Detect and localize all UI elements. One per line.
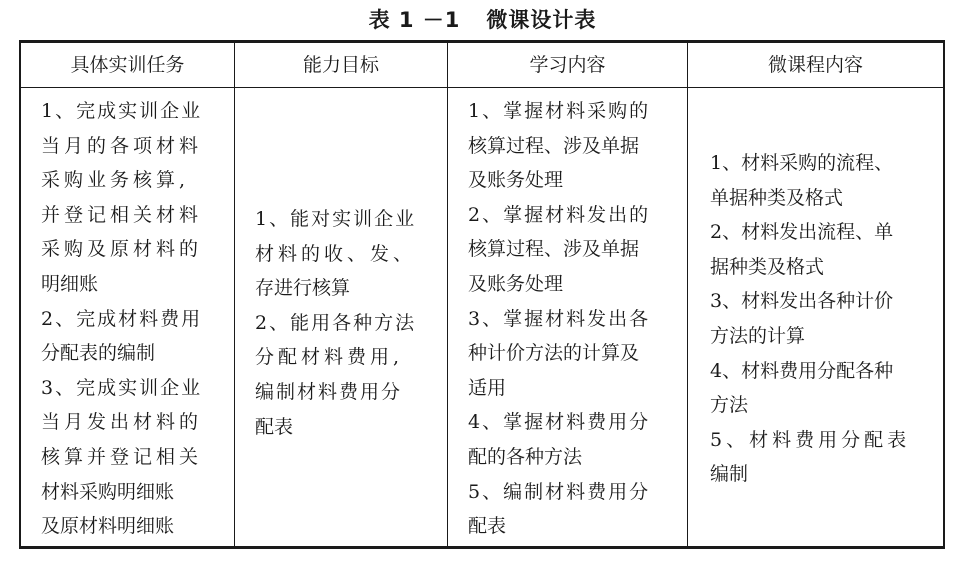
cell-line: 编制材料费用分: [255, 380, 403, 403]
cell-line: 2、完成材料费用: [41, 307, 203, 330]
cell-line: 及账务处理: [468, 272, 564, 295]
cell-line: 采购及原材料的: [41, 238, 203, 261]
cell-line: 当月的各项材料: [41, 134, 203, 157]
header-learning-content: 学习内容: [448, 43, 687, 88]
cell-line: 3、完成实训企业: [41, 376, 203, 399]
cell-line: 据种类及格式: [710, 255, 825, 278]
cell-line: 及账务处理: [468, 169, 564, 192]
cell-line: 方法: [710, 394, 749, 417]
cell-line: 材料采购明细账: [41, 480, 175, 503]
cell-line: 存进行核算: [255, 277, 351, 300]
cell-line: 种计价方法的计算及: [468, 342, 640, 365]
cell-line: 3、材料发出各种计价: [710, 290, 894, 313]
cell-line: 1、完成实训企业: [41, 100, 203, 122]
header-ability-goals: 能力目标: [235, 43, 447, 88]
cell-line: 1、材料采购的流程、: [710, 152, 894, 174]
cell-line: 4、掌握材料费用分: [468, 411, 651, 434]
header-micro-course-content: 微课程内容: [688, 43, 943, 88]
cell-line: 及原材料明细账: [41, 515, 175, 538]
cell-line: 并登记相关材料: [41, 203, 203, 226]
column-learning-content: [448, 43, 688, 546]
cell-line: 5、材料费用分配表: [710, 428, 911, 451]
header-training-tasks: 具体实训任务: [21, 43, 234, 88]
cell-line: 1、能对实训企业: [255, 208, 417, 230]
cell-line: 分配表的编制: [41, 342, 156, 365]
column-ability-goals: [235, 43, 448, 546]
cell-ability-goals: [235, 88, 447, 546]
column-micro-course-content: [688, 43, 943, 546]
table-caption: [0, 2, 965, 38]
cell-learning-content: [448, 88, 687, 546]
cell-line: 4、材料费用分配各种: [710, 359, 894, 382]
cell-line: 配表: [255, 415, 294, 438]
table-number: 表 1 －1: [368, 8, 461, 32]
cell-line: 方法的计算: [710, 324, 806, 347]
column-training-tasks: [21, 43, 235, 546]
table-title: 微课设计表: [486, 8, 597, 32]
cell-line: 核算过程、涉及单据: [468, 238, 640, 261]
cell-line: 核算过程、涉及单据: [468, 134, 640, 157]
micro-course-design-table: [19, 40, 945, 549]
cell-line: 核算并登记相关: [41, 445, 203, 468]
cell-micro-course-content: [688, 88, 943, 546]
cell-line: 配的各种方法: [468, 445, 583, 468]
cell-training-tasks: [21, 88, 234, 546]
cell-line: 编制: [710, 463, 749, 486]
cell-line: 2、掌握材料发出的: [468, 203, 651, 226]
cell-line: 2、能用各种方法: [255, 311, 417, 334]
cell-line: 1、掌握材料采购的: [468, 100, 651, 122]
cell-line: 3、掌握材料发出各: [468, 307, 651, 330]
cell-line: 单据种类及格式: [710, 186, 844, 209]
cell-line: 2、材料发出流程、单: [710, 221, 894, 244]
cell-line: 适用: [468, 376, 507, 399]
cell-line: 采购业务核算,: [41, 169, 190, 192]
cell-line: 配表: [468, 515, 507, 538]
cell-line: 明细账: [41, 272, 99, 295]
cell-line: 5、编制材料费用分: [468, 480, 651, 503]
cell-line: 材料的收、发、: [255, 242, 417, 265]
cell-line: 当月发出材料的: [41, 411, 203, 434]
cell-line: 分配材料费用,: [255, 346, 404, 369]
